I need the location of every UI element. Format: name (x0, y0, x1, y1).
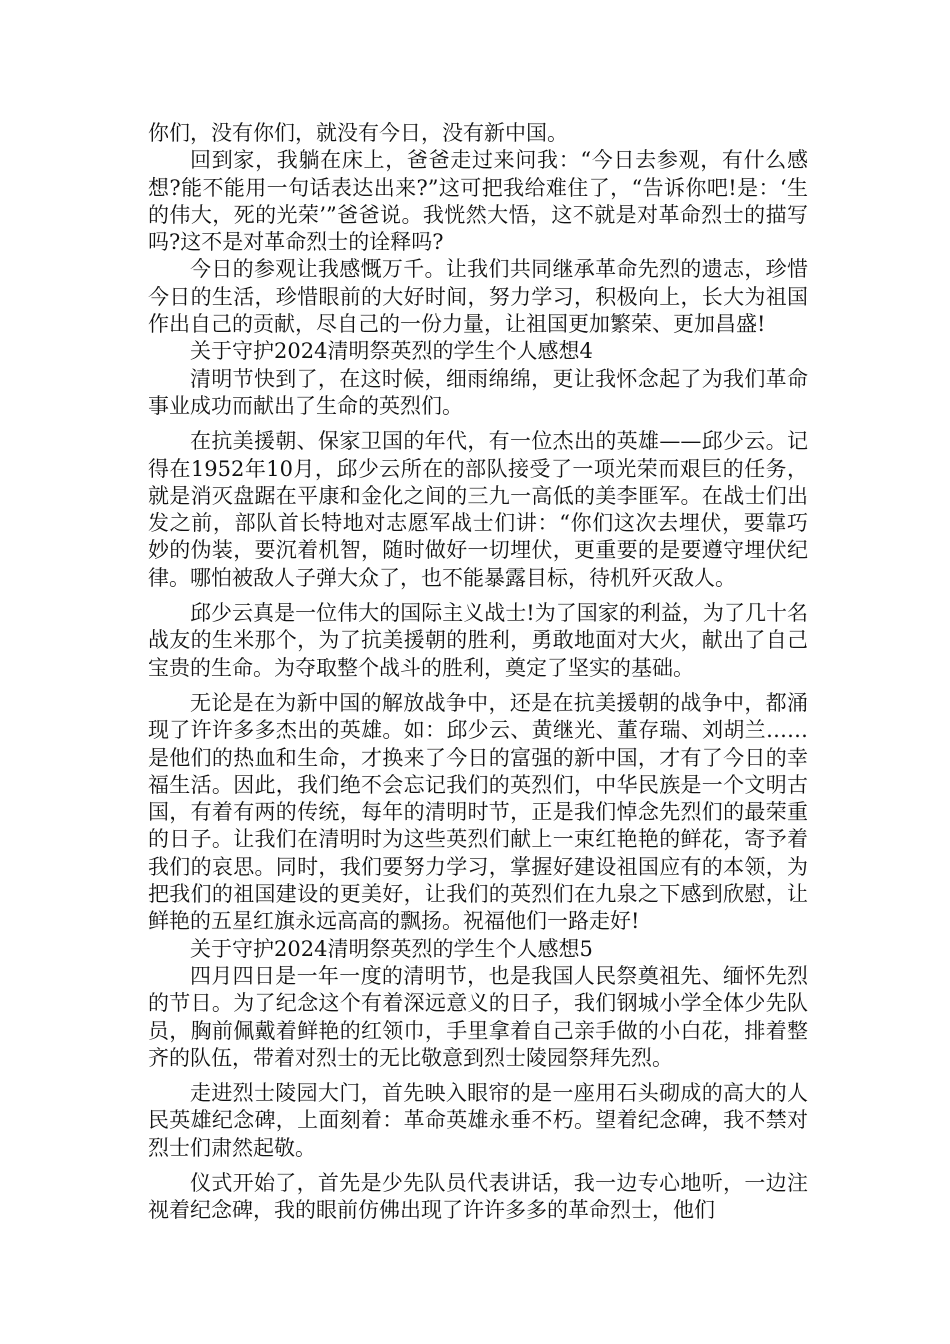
paragraph-2: 回到家，我躺在床上，爸爸走过来问我：“今日去参观，有什么感想?能不能用一句话表达出来?”这可把我给难住了，“告诉你吧!是：‘生的伟大，死的光荣’”爸爸说。我恍然大悟，这不就是对革命烈士的描写吗?这不是对革命烈士的诠释吗? (148, 148, 808, 255)
paragraph-6: 在抗美援朝、保家卫国的年代，有一位杰出的英雄——邱少云。记得在1952年10月，邱少云所在的部队接受了一项光荣而艰巨的任务，就是消灭盘踞在平康和金化之间的三九一高低的美李匪军。在战士们出发之前，部队首长特地对志愿军战士们讲：“你们这次去埋伏，要靠巧妙的伪装，要沉着机智，随时做好一切埋伏，更重要的是要遵守埋伏纪律。哪怕被敌人子弹大众了，也不能暴露目标，待机歼灭敌人。 (148, 429, 808, 590)
paragraph-11: 走进烈士陵园大门，首先映入眼帘的是一座用石头砌成的高大的人民英雄纪念碑，上面刻着：革命英雄永垂不朽。望着纪念碑，我不禁对烈士们肃然起敬。 (148, 1081, 808, 1160)
paragraph-7: 邱少云真是一位伟大的国际主义战士!为了国家的利益，为了几十名战友的生米那个，为了抗美援朝的胜利，勇敢地面对大火，献出了自己宝贵的生命。为夺取整个战斗的胜利，奠定了坚实的基础。 (148, 601, 808, 680)
paragraph-10: 四月四日是一年一度的清明节，也是我国人民祭奠祖先、缅怀先烈的节日。为了纪念这个有着深远意义的日子，我们钢城小学全体少先队员，胸前佩戴着鲜艳的红领巾，手里拿着自己亲手做的小白花，排着整齐的队伍，带着对烈士的无比敬意到烈士陵园祭拜先烈。 (148, 963, 808, 1070)
section-heading-4: 关于守护2024清明祭英烈的学生个人感想4 (190, 339, 593, 364)
paragraph-12: 仪式开始了，首先是少先队员代表讲话，我一边专心地听，一边注视着纪念碑，我的眼前仿佛出现了许许多多的革命烈士，他们 (148, 1170, 808, 1223)
paragraph-5: 清明节快到了，在这时候，细雨绵绵，更让我怀念起了为我们革命事业成功而献出了生命的英烈们。 (148, 366, 808, 418)
paragraph-3: 今日的参观让我感慨万千。让我们共同继承革命先烈的遗志，珍惜今日的生活，珍惜眼前的大好时间，努力学习，积极向上，长大为祖国作出自己的贡献，尽自己的一份力量，让祖国更加繁荣、更加昌盛! (148, 257, 808, 337)
section-heading-5: 关于守护2024清明祭英烈的学生个人感想5 (190, 936, 593, 961)
paragraph-8: 无论是在为新中国的解放战争中，还是在抗美援朝的战争中，都涌现了许许多多杰出的英雄。如：邱少云、黄继光、董存瑞、刘胡兰……是他们的热血和生命，才换来了今日的富强的新中国，才有了今日的幸福生活。因此，我们绝不会忘记我们的英烈们，中华民族是一个文明古国，有着有两的传统，每年的清明时节，正是我们悼念先烈们的最荣重的日子。让我们在清明时为这些英烈们献上一束红艳艳的鲜花，寄予着我们的哀思。同时，我们要努力学习，掌握好建设祖国应有的本领，为把我们的祖国建设的更美好，让我们的英烈们在九泉之下感到欣慰，让鲜艳的五星红旗永远高高的飘扬。祝福他们一路走好! (148, 690, 808, 934)
paragraph-1: 你们，没有你们，就没有今日，没有新中国。 (148, 121, 568, 145)
document-page (148, 120, 808, 1225)
